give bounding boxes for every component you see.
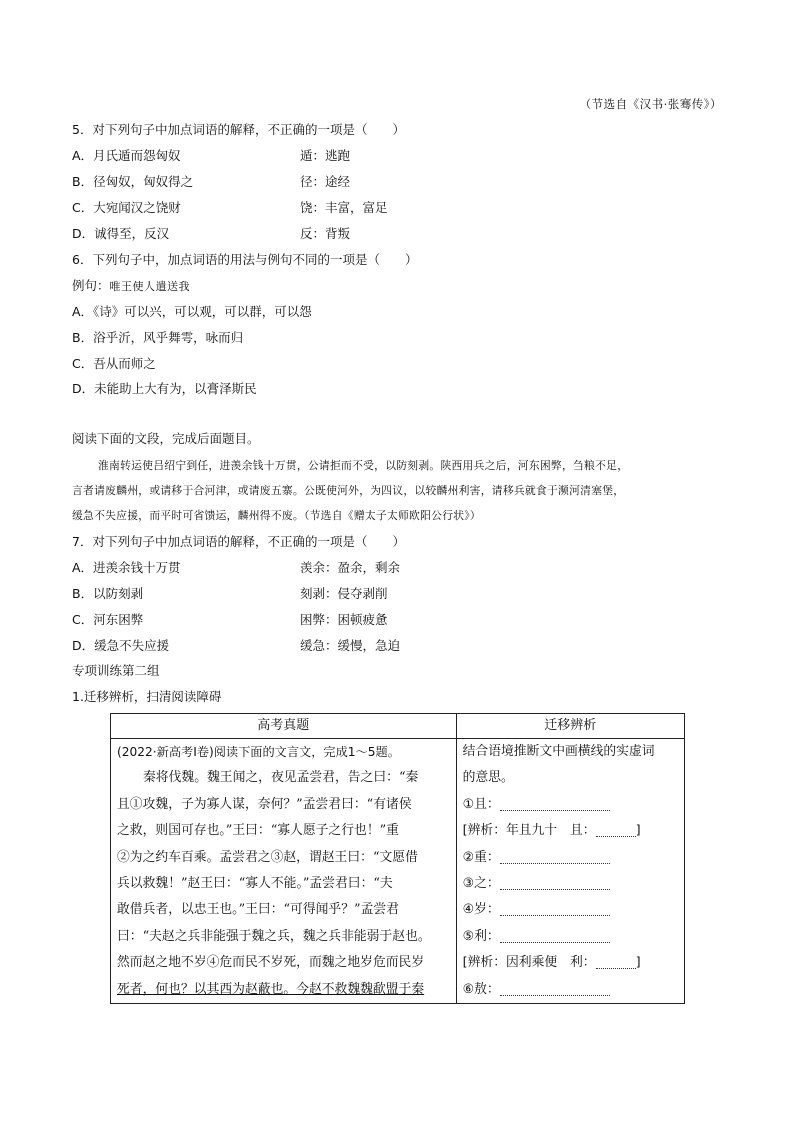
analysis-note-2 <box>457 950 684 976</box>
original-line-9: 然而赵之地不岁④危而民不岁死，而魏之地岁危而民岁 <box>117 955 425 971</box>
analysis-line-1: 结合语境推断文中画横线的实虚词 <box>462 744 655 759</box>
original-line-7: 敢借兵者，以忠王也。”王曰：“可得闻乎？”孟尝君 <box>117 902 399 918</box>
q7-option-a-gloss: 羡余：盈余，剩余 <box>300 560 401 575</box>
original-line-6: 兵以救魏！”赵王曰：“寡人不能。”孟尝君曰：“夫 <box>117 875 393 891</box>
analysis-item-4 <box>457 897 684 923</box>
answer-blank[interactable] <box>500 928 610 943</box>
passage-line-2: 言者请废麟州，或请移于合河津，或请废五寨。公既使河外，为四议，以较麟州利害，请移兵就食于濒河清塞堡， <box>72 484 625 497</box>
q5-option-d-gloss: 反：背叛 <box>300 226 351 241</box>
q7-option-d-gloss: 缓急：缓慢，急迫 <box>300 638 401 653</box>
original-line-5: ②为之约车百乘。孟尝君之③赵，谓赵王曰：“文愿借 <box>117 849 418 865</box>
q6-option-a: A．《诗》可以兴，可以观，可以群，可以怨 <box>72 304 312 319</box>
table-cell-analysis <box>456 739 684 1004</box>
analysis-item-5 <box>457 924 684 950</box>
question-5-stem: 5．对下列句子中加点词语的解释，不正确的一项是（ ） <box>72 122 405 137</box>
original-line-1: (2022·新高考Ⅰ卷)阅读下面的文言文，完成1～5题。 <box>117 745 400 759</box>
answer-blank[interactable] <box>596 954 636 969</box>
analysis-item-3 <box>457 871 684 897</box>
table-cell-original-text <box>111 739 457 1004</box>
comparison-table <box>110 713 685 1004</box>
q6-option-c: C．吾从而师之 <box>72 356 156 371</box>
answer-blank[interactable] <box>500 981 610 996</box>
passage-intro: 阅读下面的文段，完成后面题目。 <box>72 431 260 446</box>
passage-line-3: 缓急不失应援，而平时可省馈运，麟州得不废。（节选自《赠太子太师欧阳公行状》） <box>72 509 481 522</box>
q7-option-d: D．缓急不失应援 <box>72 638 170 653</box>
analysis-item-6-label: ⑥敖： <box>462 981 500 997</box>
analysis-item-4-label: ④岁： <box>462 902 500 918</box>
original-line-4: 之救，则国可存也。”王曰：“寡人愿子之行也！”重 <box>117 823 399 839</box>
q6-example-label: 例句： <box>72 278 110 293</box>
table-header-right: 迁移辨析 <box>456 714 684 739</box>
q7-option-c: C．河东困弊 <box>72 612 144 627</box>
analysis-note-1 <box>457 818 684 844</box>
original-line-8: 曰：“夫赵之兵非能强于魏之兵，魏之兵非能弱于赵也。 <box>117 928 431 944</box>
q6-example-text: 唯王使人遣送我 <box>109 280 191 293</box>
analysis-item-3-label: ③之： <box>462 875 500 891</box>
source-citation: （节选自《汉书·张骞传》） <box>579 97 722 111</box>
q5-option-c: C．大宛闻汉之饶财 <box>72 200 181 215</box>
group-title: 专项训练第二组 <box>72 663 160 678</box>
answer-blank[interactable] <box>500 796 610 811</box>
q5-option-d: D．诚得至，反汉 <box>72 226 170 241</box>
q6-option-b: B．浴乎沂，风乎舞雩，咏而归 <box>72 330 244 345</box>
original-line-10: 死者，何也？以其西为赵蔽也。今赵不救魏魏歃盟于秦 <box>117 981 425 997</box>
original-line-3: 且①攻魏，子为寡人谋，奈何？”孟尝君曰：“有诸侯 <box>117 796 412 812</box>
q5-option-a-gloss: 遁：逃跑 <box>300 148 351 163</box>
analysis-item-5-label: ⑤利： <box>462 928 500 944</box>
q7-option-b-gloss: 刻剥：侵夺剥削 <box>300 586 388 601</box>
answer-blank[interactable] <box>500 901 610 916</box>
q5-option-a: A．月氏遁而怨匈奴 <box>72 148 181 163</box>
answer-blank[interactable] <box>500 849 610 864</box>
analysis-note-2-label: [辨析：因利乘便 利： <box>462 955 596 971</box>
analysis-item-2 <box>457 845 684 871</box>
bracket-close: ] <box>635 823 641 839</box>
analysis-item-2-label: ②重： <box>462 849 500 865</box>
answer-blank[interactable] <box>596 822 636 837</box>
analysis-item-1-label: ①且： <box>462 796 500 812</box>
q5-option-b: B．径匈奴，匈奴得之 <box>72 174 194 189</box>
q6-example <box>72 278 190 295</box>
analysis-note-1-label: [辨析：年且九十 且： <box>462 823 596 839</box>
q7-option-a: A．进羡余钱十万贯 <box>72 560 181 575</box>
analysis-line-2: 的意思。 <box>462 770 514 786</box>
table-header-left: 高考真题 <box>111 714 457 739</box>
section-1-heading: 1.迁移辨析，扫清阅读障碍 <box>72 689 222 704</box>
answer-blank[interactable] <box>500 875 610 890</box>
original-line-2: 秦将伐魏。魏王闻之，夜见孟尝君，告之曰：“秦 <box>143 770 419 786</box>
q7-option-c-gloss: 困弊：困顿疲惫 <box>300 612 388 627</box>
q7-option-b: B．以防刻剥 <box>72 586 144 601</box>
passage-line-1: 淮南转运使吕绍宁到任，进羡余钱十万贯，公请拒而不受，以防刻剥。陕西用兵之后，河东困弊，刍粮不足， <box>98 459 629 472</box>
q5-option-c-gloss: 饶：丰富，富足 <box>300 200 388 215</box>
analysis-item-6 <box>457 977 684 1003</box>
analysis-item-1 <box>457 792 684 818</box>
q5-option-b-gloss: 径：途经 <box>300 174 351 189</box>
question-6-stem: 6．下列句子中，加点词语的用法与例句不同的一项是（ ） <box>72 252 418 267</box>
bracket-close: ] <box>635 955 641 971</box>
q6-option-d: D．未能助上大有为，以膏泽斯民 <box>72 381 257 396</box>
question-7-stem: 7．对下列句子中加点词语的解释，不正确的一项是（ ） <box>72 534 405 549</box>
